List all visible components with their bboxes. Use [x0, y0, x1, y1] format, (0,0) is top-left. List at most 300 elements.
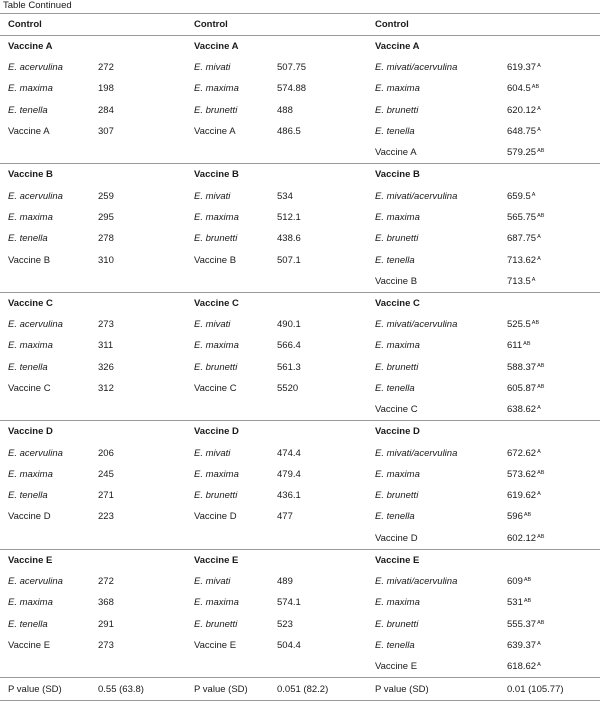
- value-text: 486.5: [277, 126, 301, 138]
- label-text: E. brunetti: [375, 361, 419, 373]
- row-value: [90, 399, 186, 421]
- label-text: E. brunetti: [194, 618, 238, 630]
- row-value: [269, 271, 367, 293]
- label-text: E. acervulina: [8, 447, 63, 459]
- row-label: [186, 121, 269, 142]
- label-text: E. tenella: [375, 126, 415, 138]
- row-label: [367, 142, 499, 164]
- value-text: 278: [98, 233, 114, 245]
- value-text: 596: [507, 511, 523, 523]
- value-text: 565.75: [507, 211, 537, 223]
- row-label: [0, 228, 90, 249]
- value-text: 512.1: [277, 211, 301, 223]
- table-row: [0, 635, 600, 656]
- table-row: [0, 614, 600, 635]
- row-label: [367, 57, 499, 78]
- label-text: E. maxima: [194, 83, 239, 95]
- row-value: [499, 399, 600, 421]
- value-text: 639.37: [507, 639, 537, 651]
- group-title: Vaccine B: [367, 164, 600, 186]
- significance-superscript: A: [531, 276, 536, 283]
- row-value: [90, 571, 186, 592]
- row-label: [186, 100, 269, 121]
- group-title: Vaccine A: [367, 36, 600, 58]
- row-value: [269, 357, 367, 378]
- row-value: [269, 614, 367, 635]
- label-text: E. brunetti: [375, 490, 419, 502]
- significance-superscript: A: [537, 448, 541, 455]
- row-value: [269, 78, 367, 99]
- table-row: [0, 185, 600, 206]
- row-value: [269, 399, 367, 421]
- pvalue-value: 0.55 (63.8): [90, 678, 186, 701]
- group-title: Vaccine B: [186, 164, 367, 186]
- value-text: 312: [98, 383, 114, 394]
- table-row: [0, 528, 600, 550]
- row-value: [499, 142, 600, 164]
- group-title: Vaccine E: [367, 549, 600, 571]
- row-value: [499, 57, 600, 78]
- row-label: [186, 464, 269, 485]
- label-text: E. mivati: [194, 62, 231, 74]
- significance-superscript: A: [537, 63, 541, 70]
- row-label: [186, 228, 269, 249]
- header-row: [0, 14, 600, 36]
- significance-superscript: AB: [523, 341, 531, 348]
- row-value: [499, 442, 600, 463]
- significance-superscript: A: [537, 105, 541, 112]
- row-label: [0, 314, 90, 335]
- row-label: [367, 399, 499, 421]
- label-text: E. brunetti: [194, 233, 238, 245]
- value-text: 198: [98, 83, 114, 95]
- row-value: [499, 378, 600, 399]
- table-row: [0, 464, 600, 485]
- significance-superscript: AB: [523, 598, 532, 605]
- row-label: [0, 142, 90, 164]
- row-value: [269, 142, 367, 164]
- group-header-row: [0, 292, 600, 314]
- value-text: 602.12: [507, 532, 537, 544]
- row-value: [90, 100, 186, 121]
- label-text: E. tenella: [8, 618, 48, 630]
- row-value: [499, 357, 600, 378]
- row-label: [367, 485, 499, 506]
- row-label: [0, 249, 90, 270]
- row-value: [90, 635, 186, 656]
- significance-superscript: AB: [531, 84, 540, 91]
- row-value: [269, 656, 367, 678]
- significance-superscript: AB: [537, 148, 545, 155]
- significance-superscript: A: [537, 491, 541, 498]
- table-row: [0, 656, 600, 678]
- row-label: [186, 207, 269, 228]
- row-value: [269, 506, 367, 527]
- label-text: E. mivati: [194, 190, 231, 202]
- row-value: [90, 656, 186, 678]
- row-value: [499, 464, 600, 485]
- table-row: [0, 335, 600, 356]
- label-text: E. maxima: [375, 83, 420, 95]
- value-text: 284: [98, 104, 114, 116]
- row-label: [0, 207, 90, 228]
- row-value: [499, 528, 600, 550]
- row-value: [269, 185, 367, 206]
- row-value: [269, 121, 367, 142]
- label-text: E. acervulina: [8, 190, 63, 202]
- value-text: 490.1: [277, 319, 301, 331]
- label-text: E. maxima: [8, 211, 53, 223]
- value-text: 273: [98, 639, 114, 651]
- value-text: 295: [98, 211, 114, 223]
- row-value: [269, 207, 367, 228]
- label-text: E. maxima: [375, 211, 420, 223]
- significance-superscript: A: [537, 234, 541, 241]
- value-text: 206: [98, 447, 114, 459]
- group-title: Vaccine E: [186, 549, 367, 571]
- label-text: E. brunetti: [194, 490, 238, 502]
- group-title: Vaccine D: [0, 421, 186, 443]
- value-text: 713.62: [507, 254, 537, 266]
- table-row: [0, 571, 600, 592]
- row-label: [0, 399, 90, 421]
- row-label: [367, 506, 499, 527]
- significance-superscript: A: [537, 405, 541, 412]
- group-header-row: [0, 164, 600, 186]
- group-title: Vaccine C: [186, 292, 367, 314]
- row-value: [499, 249, 600, 270]
- row-label: [367, 656, 499, 678]
- row-label: [367, 207, 499, 228]
- row-label: [0, 57, 90, 78]
- row-value: [269, 335, 367, 356]
- row-value: [499, 485, 600, 506]
- row-value: [499, 185, 600, 206]
- row-value: [269, 314, 367, 335]
- label-text: E. maxima: [194, 211, 239, 223]
- value-text: 523: [277, 618, 293, 630]
- row-value: [90, 357, 186, 378]
- row-value: [90, 378, 186, 399]
- pvalue-value: 0.051 (82.2): [269, 678, 367, 701]
- label-text: Vaccine A: [194, 126, 236, 138]
- label-text: E. maxima: [375, 340, 420, 352]
- row-value: [90, 57, 186, 78]
- label-text: E. maxima: [8, 340, 53, 352]
- label-text: E. mivati/acervulina: [375, 190, 458, 202]
- label-text: E. tenella: [375, 511, 415, 523]
- row-value: [499, 121, 600, 142]
- value-text: 619.62: [507, 490, 537, 502]
- row-label: [0, 656, 90, 678]
- label-text: E. tenella: [375, 254, 415, 266]
- value-text: 574.88: [277, 83, 307, 95]
- value-text: 272: [98, 576, 114, 588]
- row-value: [90, 271, 186, 293]
- row-value: [90, 464, 186, 485]
- significance-superscript: A: [537, 255, 541, 262]
- label-text: Vaccine B: [8, 254, 51, 266]
- row-value: [269, 485, 367, 506]
- table-caption: Table Continued: [3, 0, 72, 11]
- label-text: E. tenella: [375, 639, 415, 651]
- label-text: E. maxima: [375, 468, 420, 480]
- label-text: E. maxima: [194, 468, 239, 480]
- label-text: E. brunetti: [194, 104, 238, 116]
- label-text: E. maxima: [8, 83, 53, 95]
- value-text: 326: [98, 361, 114, 373]
- group-title: Vaccine A: [0, 36, 186, 58]
- label-text: Vaccine A: [375, 147, 417, 159]
- row-value: [269, 100, 367, 121]
- group-title: Vaccine A: [186, 36, 367, 58]
- value-text: 259: [98, 190, 114, 202]
- row-value: [499, 592, 600, 613]
- value-text: 659.5: [507, 190, 531, 202]
- group-title: Vaccine D: [186, 421, 367, 443]
- row-value: [499, 100, 600, 121]
- value-text: 574.1: [277, 597, 301, 609]
- pvalue-label: P value (SD): [367, 678, 499, 701]
- label-text: E. maxima: [8, 597, 53, 609]
- row-label: [186, 614, 269, 635]
- value-text: 310: [98, 254, 114, 266]
- significance-superscript: A: [531, 191, 536, 198]
- significance-superscript: A: [537, 662, 541, 669]
- value-text: 525.5: [507, 319, 531, 331]
- row-label: [0, 442, 90, 463]
- row-value: [269, 635, 367, 656]
- row-label: [186, 357, 269, 378]
- row-value: [499, 335, 600, 356]
- label-text: Vaccine B: [194, 254, 237, 266]
- value-text: 619.37: [507, 62, 537, 74]
- row-label: [367, 249, 499, 270]
- row-label: [0, 335, 90, 356]
- row-label: [0, 271, 90, 293]
- table-row: [0, 314, 600, 335]
- row-label: [186, 528, 269, 550]
- row-value: [269, 592, 367, 613]
- label-text: E. mivati: [194, 319, 231, 331]
- row-value: [269, 528, 367, 550]
- pvalue-value: 0.01 (105.77): [499, 678, 600, 701]
- value-text: 672.62: [507, 447, 537, 459]
- value-text: 488: [277, 104, 293, 116]
- value-text: 531: [507, 597, 523, 609]
- row-label: [367, 78, 499, 99]
- value-text: 223: [98, 511, 114, 523]
- table-row: [0, 378, 600, 399]
- table-row: [0, 592, 600, 613]
- label-text: E. brunetti: [375, 618, 419, 630]
- table-row: [0, 207, 600, 228]
- value-text: 555.37: [507, 618, 537, 630]
- value-text: 307: [98, 126, 114, 138]
- group-title: Vaccine C: [367, 292, 600, 314]
- label-text: E. mivati/acervulina: [375, 62, 458, 74]
- row-label: [186, 656, 269, 678]
- row-label: [0, 485, 90, 506]
- row-label: [186, 185, 269, 206]
- row-label: [0, 121, 90, 142]
- significance-superscript: A: [537, 127, 541, 134]
- significance-superscript: A: [537, 640, 541, 647]
- value-text: 507.75: [277, 62, 307, 74]
- label-text: Vaccine A: [8, 126, 50, 138]
- row-value: [90, 121, 186, 142]
- label-text: E. brunetti: [375, 104, 419, 116]
- row-label: [0, 614, 90, 635]
- row-label: [0, 100, 90, 121]
- data-table: [0, 13, 600, 701]
- table-row: [0, 271, 600, 293]
- row-label: [0, 635, 90, 656]
- row-value: [90, 314, 186, 335]
- significance-superscript: AB: [537, 212, 545, 219]
- row-value: [499, 614, 600, 635]
- row-label: [0, 378, 90, 399]
- value-text: 436.1: [277, 490, 301, 502]
- row-value: [499, 506, 600, 527]
- column-header: Control: [0, 14, 186, 36]
- label-text: Vaccine E: [375, 661, 418, 673]
- row-value: [269, 378, 367, 399]
- row-value: [90, 78, 186, 99]
- value-text: 477: [277, 511, 293, 523]
- table-row: [0, 485, 600, 506]
- column-header: Control: [367, 14, 600, 36]
- label-text: E. acervulina: [8, 62, 63, 74]
- value-text: 311: [98, 340, 114, 352]
- row-label: [186, 592, 269, 613]
- group-title: Vaccine C: [0, 292, 186, 314]
- group-title: Vaccine B: [0, 164, 186, 186]
- column-header: Control: [186, 14, 367, 36]
- table-body: [0, 14, 600, 701]
- table-row: [0, 121, 600, 142]
- pvalue-row: [0, 678, 600, 701]
- row-value: [90, 442, 186, 463]
- row-value: [90, 142, 186, 164]
- value-text: 588.37: [507, 361, 537, 373]
- row-label: [0, 592, 90, 613]
- label-text: E. tenella: [8, 490, 48, 502]
- row-label: [186, 335, 269, 356]
- label-text: Vaccine C: [375, 404, 418, 416]
- row-label: [186, 635, 269, 656]
- row-label: [367, 228, 499, 249]
- value-text: 272: [98, 62, 114, 74]
- label-text: Vaccine D: [375, 532, 418, 544]
- row-value: [499, 271, 600, 293]
- group-header-row: [0, 549, 600, 571]
- row-label: [186, 249, 269, 270]
- value-text: 579.25: [507, 147, 537, 159]
- label-text: E. maxima: [194, 340, 239, 352]
- row-label: [0, 78, 90, 99]
- label-text: Vaccine C: [194, 383, 237, 394]
- label-text: E. mivati: [194, 576, 231, 588]
- row-label: [0, 571, 90, 592]
- value-text: 573.62: [507, 468, 537, 480]
- row-label: [367, 464, 499, 485]
- value-text: 566.4: [277, 340, 301, 352]
- row-value: [90, 185, 186, 206]
- row-value: [499, 228, 600, 249]
- label-text: E. maxima: [194, 597, 239, 609]
- significance-superscript: AB: [531, 320, 540, 327]
- row-value: [269, 464, 367, 485]
- row-label: [367, 614, 499, 635]
- pvalue-label: P value (SD): [186, 678, 269, 701]
- value-text: 479.4: [277, 468, 301, 480]
- row-value: [269, 442, 367, 463]
- label-text: E. tenella: [8, 104, 48, 116]
- value-text: 713.5: [507, 275, 531, 287]
- row-label: [186, 142, 269, 164]
- row-label: [186, 442, 269, 463]
- group-header-row: [0, 421, 600, 443]
- table-row: [0, 399, 600, 421]
- row-label: [186, 506, 269, 527]
- table-row: [0, 442, 600, 463]
- row-value: [499, 207, 600, 228]
- value-text: 611: [507, 340, 523, 352]
- row-label: [367, 185, 499, 206]
- value-text: 438.6: [277, 233, 301, 245]
- row-value: [269, 571, 367, 592]
- value-text: 534: [277, 190, 293, 202]
- table-row: [0, 57, 600, 78]
- label-text: Vaccine E: [8, 639, 51, 651]
- row-value: [90, 228, 186, 249]
- row-label: [0, 528, 90, 550]
- row-value: [90, 207, 186, 228]
- value-text: 474.4: [277, 447, 301, 459]
- value-text: 507.1: [277, 254, 301, 266]
- row-label: [186, 78, 269, 99]
- value-text: 504.4: [277, 639, 301, 651]
- label-text: Vaccine C: [8, 383, 51, 394]
- row-value: [90, 592, 186, 613]
- row-label: [367, 592, 499, 613]
- row-label: [0, 506, 90, 527]
- label-text: E. acervulina: [8, 576, 63, 588]
- label-text: E. mivati: [194, 447, 231, 459]
- row-label: [367, 442, 499, 463]
- value-text: 245: [98, 468, 114, 480]
- label-text: E. acervulina: [8, 319, 63, 331]
- label-text: E. mivati/acervulina: [375, 319, 458, 331]
- value-text: 5520: [277, 383, 299, 394]
- significance-superscript: AB: [523, 577, 532, 584]
- row-label: [367, 121, 499, 142]
- value-text: 291: [98, 618, 114, 630]
- significance-superscript: AB: [537, 619, 545, 626]
- row-value: [269, 57, 367, 78]
- table-row: [0, 78, 600, 99]
- label-text: E. brunetti: [375, 233, 419, 245]
- value-text: 618.62: [507, 661, 537, 673]
- row-label: [367, 571, 499, 592]
- value-text: 605.87: [507, 383, 537, 394]
- pvalue-label: P value (SD): [0, 678, 90, 701]
- row-label: [367, 335, 499, 356]
- row-value: [499, 571, 600, 592]
- value-text: 489: [277, 576, 293, 588]
- row-label: [186, 399, 269, 421]
